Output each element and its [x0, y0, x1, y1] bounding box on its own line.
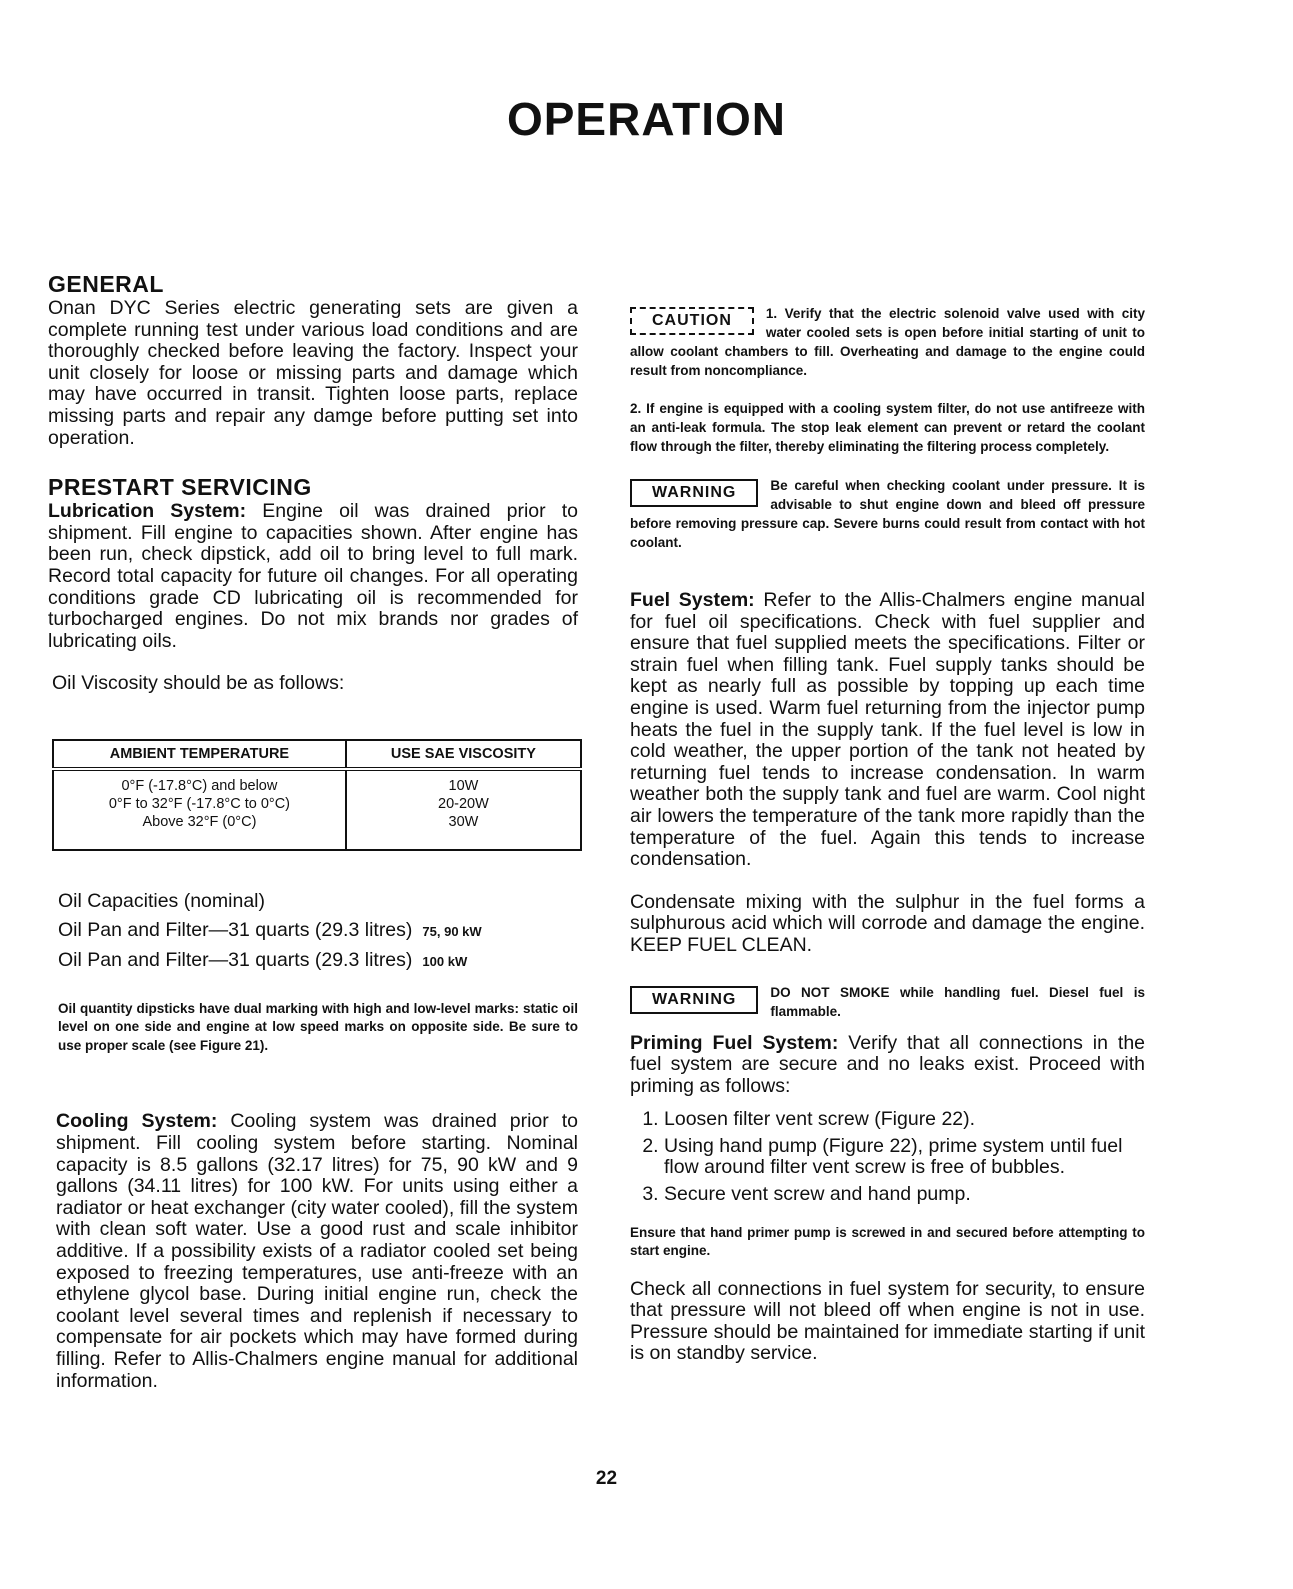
- list-item: 3. Secure vent screw and hand pump.: [664, 1184, 1145, 1206]
- caution-notice: [630, 304, 1145, 456]
- priming-label: Priming Fuel System:: [630, 1031, 839, 1054]
- coolant-warning-text: Be careful when checking coolant under pressure. It is advisable to shut engine down and bleed off pressure before removing pressure cap. Severe burns could result from contact with hot coolant.: [630, 478, 1145, 550]
- oil-capacities: [58, 887, 578, 976]
- list-item: 1. Loosen filter vent screw (Figure 22).: [664, 1109, 1145, 1131]
- smoke-warning-text: DO NOT SMOKE while handling fuel. Diesel fuel is flammable.: [770, 984, 1145, 1019]
- general-heading: GENERAL: [48, 271, 164, 297]
- capacity-line: [58, 916, 578, 946]
- viscosity-intro: Oil Viscosity should be as follows:: [52, 672, 345, 695]
- priming-steps: [630, 1109, 1145, 1205]
- table-cell: 30W: [448, 813, 479, 830]
- warning-label: WARNING: [630, 479, 758, 507]
- primer-note: Ensure that hand primer pump is screwed in and secured before attempting to start engine.: [630, 1224, 1145, 1259]
- fuel-label: Fuel System:: [630, 589, 755, 611]
- table-cell: Above 32°F (0°C): [142, 813, 257, 830]
- fuel-paragraph: [630, 590, 1145, 871]
- fuel-text: Refer to the Allis-Chalmers engine manual for fuel oil specifications. Check with fuel supplier and ensure that fuel supplied meets the specifications. Filter or strain fuel when filling tank. Fuel supply tanks should be kept as nearly full as possible by topping up each time engine is used. Warm fuel returning from the injector pump heats the fuel in the supply tank. If the fuel level is low in cold weather, the upper portion of the tank not heated by returning fuel tends to increase condensation. In warm weather both the supply tank and fuel are warm. Cool night air lowers the temperature of the tank more rapidly than the temperature of the fuel. Again this tends to increase condensation.: [630, 589, 1146, 871]
- cooling-text: Cooling system was drained prior to shipment. Fill cooling system before starting. Nominal capacity is 8.5 gallons (32.17 litres) for 75, 90 kW and 9 gallons (34.11 litres) for 100 kW. For units using either a radiator or heat exchanger (city water cooled), fill the system with clean soft water. Use a good rust and scale inhibitor additive. If a possibility exists of a radiator cooled set being exposed to freezing temperatures, use anti-freeze with an ethylene glycol base. During initial engine run, check the coolant level several times and replenish if necessary to compensate for air pockets which may have formed during filling. Refer to Allis-Chalmers engine manual for additional information.: [56, 1110, 578, 1392]
- general-text: Onan DYC Series electric generating sets are given a complete running test under various load conditions and are thoroughly checked before leaving the factory. Inspect your unit closely for loose or missing parts and damage which may have occurred in transit. Tighten loose parts, replace missing parts and repair any damge before putting set into operation.: [48, 297, 578, 449]
- table-header-ambient: AMBIENT TEMPERATURE: [53, 740, 346, 769]
- capacity-line: [58, 946, 578, 976]
- coolant-warning: [630, 476, 1145, 552]
- capacities-heading: Oil Capacities (nominal): [58, 889, 265, 912]
- capacity-kw: 75, 90 kW: [422, 923, 482, 939]
- table-cell: 0°F (-17.8°C) and below: [121, 777, 278, 794]
- right-column: [630, 304, 1145, 1365]
- priming-text: Verify that all connections in the fuel system are secure and no leaks exist. Proceed with priming as follows:: [630, 1031, 1146, 1097]
- caution-text-2: 2. If engine is equipped with a cooling system filter, do not use antifreeze with an anti-leak formula. The stop leak element can prevent or retard the coolant flow through the filter, thereby eliminating the filtering process completely.: [630, 401, 1145, 454]
- viscosity-column: [346, 769, 581, 850]
- left-column: [48, 270, 578, 1392]
- table-cell: 10W: [448, 777, 479, 794]
- cooling-label: Cooling System:: [56, 1110, 218, 1133]
- page-number: 22: [595, 1468, 618, 1489]
- smoke-warning: [630, 983, 1145, 1021]
- viscosity-table-header: [53, 740, 581, 769]
- dipstick-note: Oil quantity dipsticks have dual marking with high and low-level marks: static oil level on one side and engine at low speed marks on opposite side. Be sure to use proper scale (see Figure 21).: [58, 1000, 578, 1053]
- lubrication-label: Lubrication System:: [48, 500, 247, 523]
- priming-paragraph: [630, 1033, 1145, 1098]
- list-item: 2. Using hand pump (Figure 22), prime system until fuel flow around filter vent screw is free of bubbles.: [664, 1136, 1145, 1179]
- lubrication-paragraph: [48, 501, 578, 652]
- lubrication-text: Engine oil was drained prior to shipment. Fill engine to capacities shown. After engine has been run, check dipstick, add oil to bring level to full mark. Record total capacity for future oil changes. For all operating conditions grade CD lubricating oil is recommended for turbocharged engines. Do not mix brands nor grades of lubricating oils.: [48, 500, 578, 652]
- condensate-paragraph: Condensate mixing with the sulphur in the fuel forms a sulphurous acid which will corrode and damage the engine. KEEP FUEL CLEAN.: [630, 890, 1145, 956]
- page-title: OPERATION: [506, 93, 787, 145]
- final-paragraph: Check all connections in fuel system for security, to ensure that pressure will not bleed off when engine is not in use. Pressure should be maintained for immediate starting if unit is on standby service.: [630, 1277, 1145, 1365]
- table-body: [53, 769, 581, 850]
- capacity-text: Oil Pan and Filter—31 quarts (29.3 litres): [58, 948, 413, 971]
- warning-label: WARNING: [630, 986, 758, 1014]
- viscosity-table: [52, 739, 582, 851]
- capacity-text: Oil Pan and Filter—31 quarts (29.3 litres): [58, 918, 413, 941]
- table-cell: 20-20W: [438, 795, 489, 812]
- caution-label: CAUTION: [630, 307, 754, 335]
- table-cell: 0°F to 32°F (-17.8°C to 0°C): [108, 795, 290, 812]
- table-header-viscosity: USE SAE VISCOSITY: [346, 740, 581, 769]
- cooling-paragraph: [56, 1111, 578, 1392]
- prestart-heading: PRESTART SERVICING: [48, 474, 312, 501]
- ambient-column: [53, 769, 346, 850]
- caution-text-1: 1. Verify that the electric solenoid valve used with city water cooled sets is open before initial starting of unit to allow coolant chambers to fill. Overheating and damage to the engine could result from noncompliance.: [630, 306, 1145, 378]
- capacity-kw: 100 kW: [422, 953, 468, 969]
